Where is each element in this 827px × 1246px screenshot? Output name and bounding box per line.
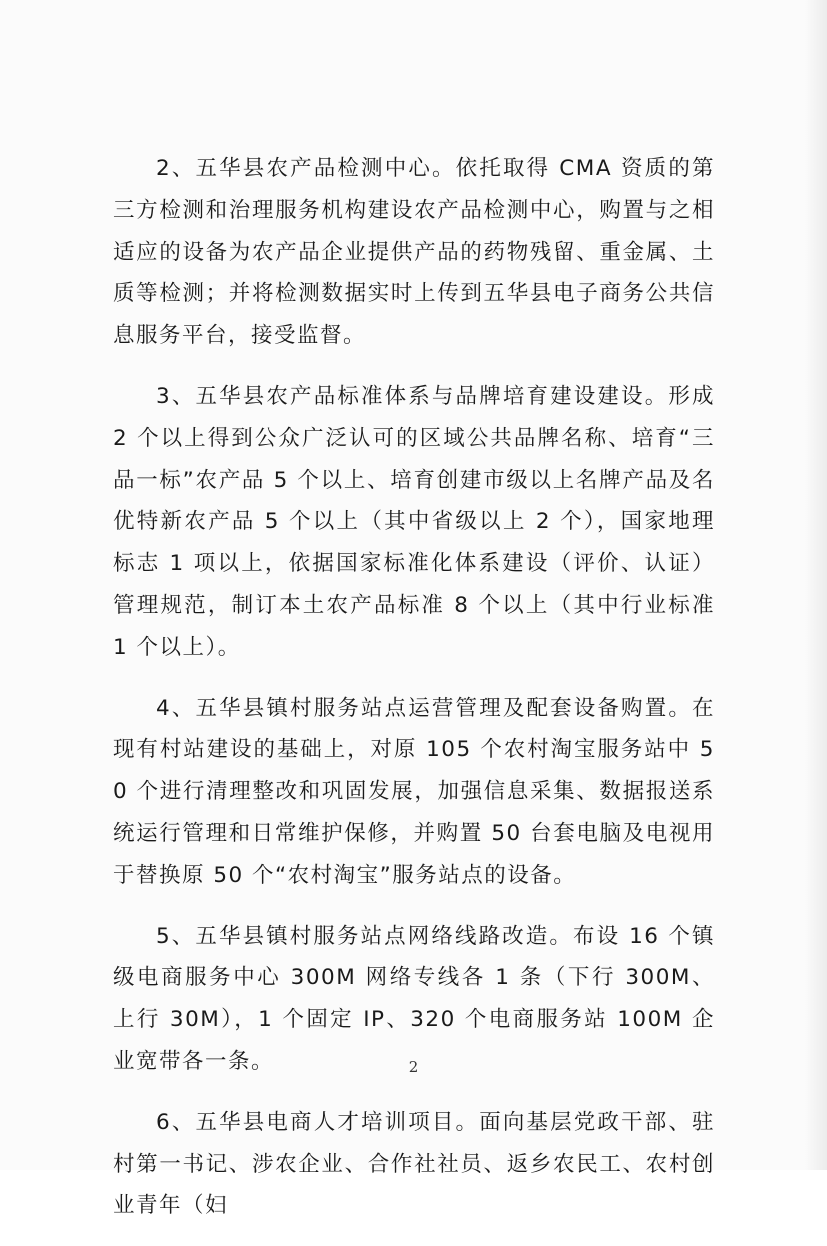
document-body (113, 148, 715, 1246)
page-number: 2 (408, 1058, 419, 1076)
paragraph-item-6: 6、五华县电商人才培训项目。面向基层党政干部、驻村第一书记、涉农企业、合作社社员、返乡农民工、农村创业青年（妇 (113, 1109, 715, 1219)
paragraph-item-4: 4、五华县镇村服务站点运营管理及配套设备购置。在现有村站建设的基础上，对原 105 个农村淘宝服务站中 50 个进行清理整改和巩固发展，加强信息采集、数据报送系统运行管理和日常维护保修，并购置 50 台套电脑及电视用于替换原 50 个“农村淘宝”服务站点的设备。 (113, 695, 715, 888)
paragraph-item-3: 3、五华县农产品标准体系与品牌培育建设建设。形成 2 个以上得到公众广泛认可的区域公共品牌名称、培育“三品一标”农产品 5 个以上、培育创建市级以上名牌产品及名优特新农产品 5 个以上（其中省级以上 2 个），国家地理标志 1 项以上，依据国家标准化体系建设（评价、认证）管理规范，制订本土农产品标准 8 个以上（其中行业标准 1 个以上）。 (113, 383, 715, 660)
scan-edge-shadow (805, 0, 827, 1170)
paragraph-item-5: 5、五华县镇村服务站点网络线路改造。布设 16 个镇级电商服务中心 300M 网络专线各 1 条（下行 300M、上行 30M），1 个固定 IP、320 个电商服务站 100M 企业宽带各一条。 (113, 923, 715, 1074)
paragraph-item-2: 2、五华县农产品检测中心。依托取得 CMA 资质的第三方检测和治理服务机构建设农产品检测中心，购置与之相适应的设备为农产品企业提供产品的药物残留、重金属、土质等检测；并将检测数据实时上传到五华县电子商务公共信息服务平台，接受监督。 (113, 156, 715, 349)
